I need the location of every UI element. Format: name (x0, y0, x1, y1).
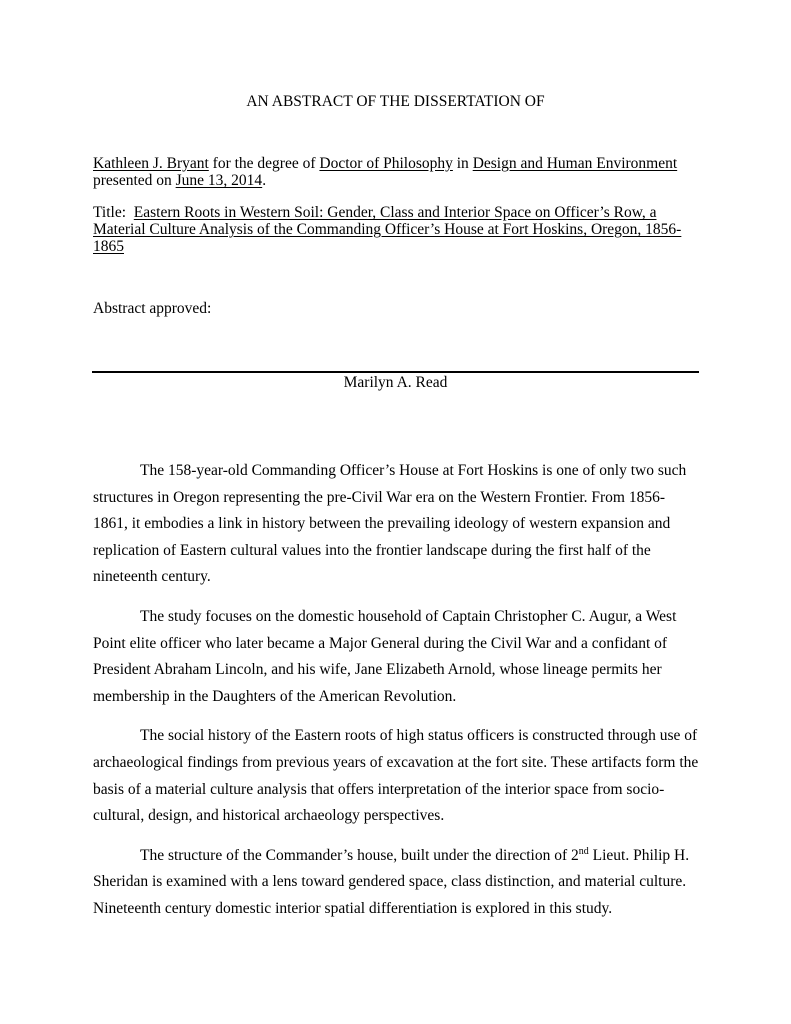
signatory-name: Marilyn A. Read (343, 374, 448, 391)
abstract-body (93, 458, 699, 936)
degree-name: Doctor of Philosophy (319, 155, 453, 172)
dissertation-title (93, 204, 699, 255)
paragraph-4-end: Lieut. Philip H. Sheridan is examined with a lens toward gendered space, class distinction, and material culture. Nineteenth century domestic interior spatial differentiation is explored in this study. (93, 846, 690, 917)
abstract-paragraph-2: The study focuses on the domestic household of Captain Christopher C. Augur, a West Point elite officer who later became a Major General during the Civil War and a confidant of President Abraham Lincoln, and his wife, Jane Elizabeth Arnold, whose lineage permits her membership in the Daughters of the American Revolution. (93, 607, 677, 705)
presented-date: June 13, 2014 (175, 172, 263, 189)
paragraph-4-start: The structure of the Commander’s house, built under the direction of 2 (140, 846, 579, 864)
approval-label: Abstract approved: (93, 300, 212, 317)
title-label: Title: (93, 204, 134, 221)
abstract-paragraph-4 (93, 843, 699, 923)
meta-period: . (262, 172, 267, 189)
title-text: Eastern Roots in Western Soil: Gender, Class and Interior Space on Officer’s Row, a Material Culture Analysis of the Commanding Officer’s House at Fort Hoskins, Oregon, 1856-1865 (93, 204, 682, 255)
presented-label: presented on (93, 172, 176, 189)
field-connector: in (452, 155, 473, 172)
abstract-paragraph-1: The 158-year-old Commanding Officer’s House at Fort Hoskins is one of only two such structures in Oregon representing the pre-Civil War era on the Western Frontier. From 1856-1861, it embodies a link in history between the prevailing ideology of western expansion and replication of Eastern cultural values into the frontier landscape during the first half of the nineteenth century. (93, 462, 687, 586)
abstract-heading: AN ABSTRACT OF THE DISSERTATION OF (246, 93, 545, 110)
dissertation-meta (93, 155, 699, 189)
signature-line (92, 371, 699, 373)
degree-connector: for the degree of (208, 155, 320, 172)
abstract-paragraph-3: The social history of the Eastern roots of high status officers is constructed through use of archaeological findings from previous years of excavation at the fort site. These artifacts form the basis of a material culture analysis that offers interpretation of the interior space from socio-cultural, design, and historical archaeology perspectives. (93, 727, 699, 825)
author-name: Kathleen J. Bryant (93, 155, 209, 172)
field-name: Design and Human Environment (472, 155, 678, 172)
ordinal-superscript: nd (578, 845, 589, 857)
